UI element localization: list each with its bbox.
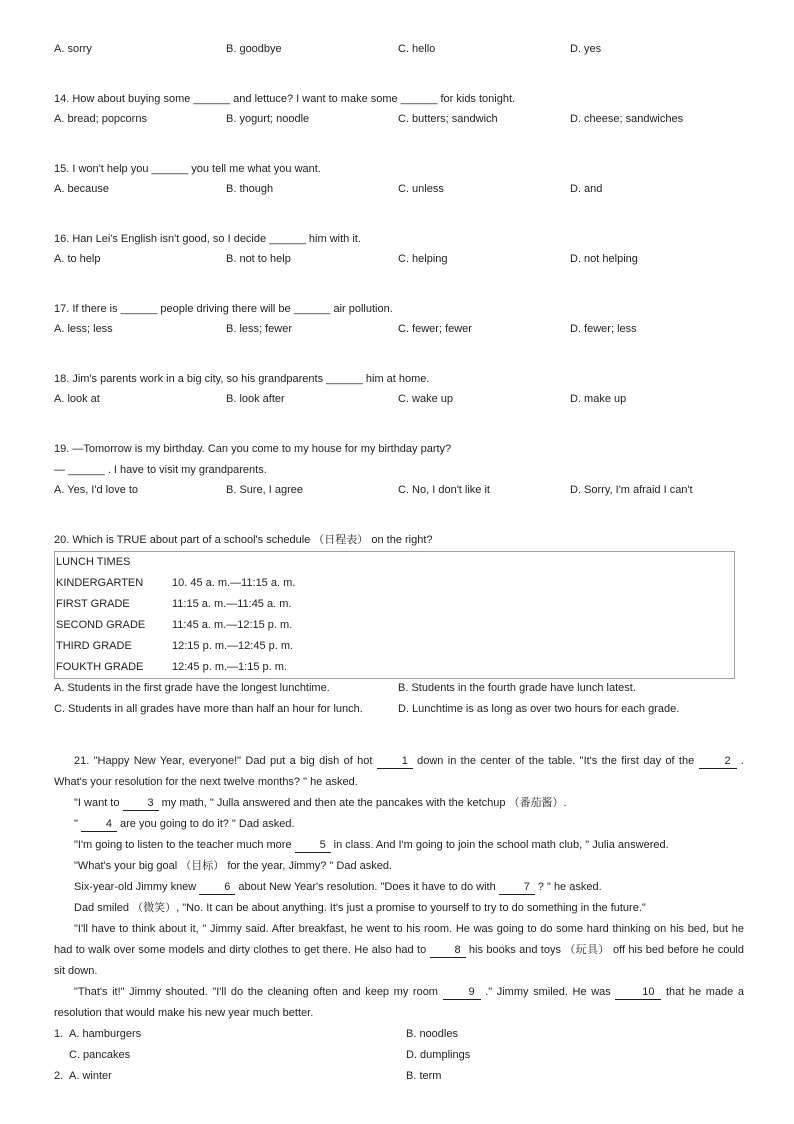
q13-option-c[interactable]: C. hello <box>398 43 436 55</box>
q18-options <box>54 390 744 411</box>
passage-text: "I'll have to think about it, " Jimmy said. After breakfast, he went to his room. He was going to do some hard thinking on his bed, but he had to walk over some models and dirty clothes to get there. He also had to <box>54 923 744 956</box>
passage-text: "That's it!" Jimmy shouted. "I'll do the cleaning often and keep my room <box>74 986 443 998</box>
q18-option-a[interactable]: A. look at <box>54 393 100 405</box>
passage-paragraph <box>54 835 744 856</box>
blank-2[interactable]: 2 <box>699 755 737 769</box>
worksheet-page <box>54 40 744 1087</box>
question-18 <box>54 369 744 411</box>
cloze-passage <box>54 751 744 1024</box>
q16-option-b[interactable]: B. not to help <box>226 253 291 265</box>
passage-text: in class. And I'm going to join the school math club, " Julia answered. <box>330 839 669 851</box>
q20-option-a[interactable]: A. Students in the first grade have the longest lunchtime. <box>54 682 330 694</box>
q14-option-a[interactable]: A. bread; popcorns <box>54 113 147 125</box>
q15-option-b[interactable]: B. though <box>226 183 274 195</box>
schedule-time: 11:45 a. m.—12:15 p. m. <box>172 619 293 631</box>
q19-stem-reply: — ______ . I have to visit my grandparents. <box>54 464 267 476</box>
q20-options-row-1 <box>54 679 744 700</box>
schedule-grade: LUNCH TIMES <box>56 556 131 568</box>
q19-stem: 19. —Tomorrow is my birthday. Can you come to my house for my birthday party? <box>54 443 452 455</box>
q17-option-d[interactable]: D. fewer; less <box>570 323 637 335</box>
answer-2-option-b[interactable]: B. term <box>406 1070 442 1082</box>
q20-option-c[interactable]: C. Students in all grades have more than half an hour for lunch. <box>54 703 363 715</box>
answer-number: 2. <box>54 1070 64 1082</box>
passage-paragraph <box>54 919 744 982</box>
answer-2-option-a[interactable]: A. winter <box>69 1070 112 1082</box>
blank-3[interactable]: 3 <box>123 797 159 811</box>
q18-stem: 18. Jim's parents work in a big city, so his grandparents ______ him at home. <box>54 373 430 385</box>
blank-6[interactable]: 6 <box>199 881 235 895</box>
q15-option-c[interactable]: C. unless <box>398 183 444 195</box>
q19-options <box>54 481 744 502</box>
q19-option-b[interactable]: B. Sure, I agree <box>226 484 304 496</box>
question-14 <box>54 89 744 131</box>
schedule-time: 12:45 p. m.—1:15 p. m. <box>172 661 287 673</box>
q18-option-d[interactable]: D. make up <box>570 393 627 405</box>
passage-text: my math, " Julla answered and then ate the pancakes with the ketchup （番茄酱）. <box>158 797 567 809</box>
q16-options <box>54 250 744 271</box>
question-20 <box>54 530 744 721</box>
schedule-grade: SECOND GRADE <box>56 619 146 631</box>
q20-options-row-2 <box>54 700 744 721</box>
passage-paragraph <box>54 814 744 835</box>
answer-2-row-1 <box>54 1066 744 1087</box>
q16-stem: 16. Han Lei's English isn't good, so I decide ______ him with it. <box>54 233 361 245</box>
schedule-grade: KINDERGARTEN <box>56 577 144 589</box>
q15-stem: 15. I won't help you ______ you tell me what you want. <box>54 163 321 175</box>
schedule-row <box>56 657 734 678</box>
q20-stem: 20. Which is TRUE about part of a school's schedule （日程表） on the right? <box>54 534 433 546</box>
passage-text: "I'm going to listen to the teacher much more <box>74 839 295 851</box>
answer-1-row-1 <box>54 1024 744 1045</box>
q13-options <box>54 40 744 61</box>
answer-1-option-d[interactable]: D. dumplings <box>406 1049 471 1061</box>
passage-text: about New Year's resolution. "Does it have to do with <box>235 881 499 893</box>
passage-text: ." Jimmy smiled. He was <box>480 986 616 998</box>
passage-paragraph <box>54 751 744 793</box>
passage-paragraph <box>54 982 744 1024</box>
passage-paragraph: "What's your big goal （目标） for the year, Jimmy? " Dad asked. <box>74 860 393 872</box>
passage-text: his books and toys （玩具） off his bed before he could sit down. <box>54 944 744 977</box>
q17-options <box>54 320 744 341</box>
answer-number: 1. <box>54 1028 64 1040</box>
question-19 <box>54 439 744 502</box>
q16-option-a[interactable]: A. to help <box>54 253 101 265</box>
passage-text: 21. "Happy New Year, everyone!" Dad put a big dish of hot <box>74 755 377 767</box>
passage-paragraph <box>54 793 744 814</box>
q20-option-d[interactable]: D. Lunchtime is as long as over two hours for each grade. <box>398 703 680 715</box>
blank-10[interactable]: 10 <box>615 986 661 1000</box>
question-16 <box>54 229 744 271</box>
blank-7[interactable]: 7 <box>499 881 535 895</box>
q13-option-a[interactable]: A. sorry <box>54 43 92 55</box>
q17-stem: 17. If there is ______ people driving there will be ______ air pollution. <box>54 303 393 315</box>
passage-text: ? " he asked. <box>534 881 602 893</box>
q13-option-b[interactable]: B. goodbye <box>226 43 282 55</box>
passage-text: "I want to <box>74 797 123 809</box>
blank-5[interactable]: 5 <box>295 839 331 853</box>
q15-option-a[interactable]: A. because <box>54 183 110 195</box>
q16-option-c[interactable]: C. helping <box>398 253 448 265</box>
q19-option-c[interactable]: C. No, I don't like it <box>398 484 490 496</box>
blank-1[interactable]: 1 <box>377 755 413 769</box>
schedule-table <box>54 551 735 679</box>
passage-paragraph: Dad smiled （微笑）, "No. It can be about anything. It's just a promise to yourself to try to do something in the future." <box>74 902 646 914</box>
answer-1-option-b[interactable]: B. noodles <box>406 1028 458 1040</box>
q14-option-d[interactable]: D. cheese; sandwiches <box>570 113 684 125</box>
passage-text: . What's your resolution for the next twelve months? " he asked. <box>54 755 744 788</box>
passage-paragraph <box>54 877 744 898</box>
q18-option-b[interactable]: B. look after <box>226 393 285 405</box>
blank-8[interactable]: 8 <box>430 944 466 958</box>
answer-1-option-c[interactable]: C. pancakes <box>69 1049 131 1061</box>
q15-options <box>54 180 744 201</box>
schedule-grade: FIRST GRADE <box>56 598 130 610</box>
q14-option-c[interactable]: C. butters; sandwich <box>398 113 498 125</box>
q18-option-c[interactable]: C. wake up <box>398 393 454 405</box>
q13-option-d[interactable]: D. yes <box>570 43 602 55</box>
schedule-time: 11:15 a. m.—11:45 a. m. <box>172 598 292 610</box>
schedule-row <box>56 636 734 657</box>
q16-option-d[interactable]: D. not helping <box>570 253 638 265</box>
question-15 <box>54 159 744 201</box>
schedule-row <box>56 552 734 573</box>
q15-option-d[interactable]: D. and <box>570 183 603 195</box>
q17-option-c[interactable]: C. fewer; fewer <box>398 323 472 335</box>
q19-option-a[interactable]: A. Yes, I'd love to <box>54 484 139 496</box>
schedule-row <box>56 573 734 594</box>
q17-option-b[interactable]: B. less; fewer <box>226 323 293 335</box>
passage-text: Six-year-old Jimmy knew <box>74 881 200 893</box>
q14-options <box>54 110 744 131</box>
question-17 <box>54 299 744 341</box>
passage-text: are you going to do it? " Dad asked. <box>116 818 295 830</box>
schedule-row <box>56 615 734 636</box>
passage-text: " <box>74 818 81 830</box>
passage-text: that he made a resolution that would make his new year much better. <box>54 986 744 1019</box>
answer-1-option-a[interactable]: A. hamburgers <box>69 1028 142 1040</box>
blank-9[interactable]: 9 <box>443 986 481 1000</box>
schedule-grade: FOUKTH GRADE <box>56 661 144 673</box>
schedule-grade: THIRD GRADE <box>56 640 132 652</box>
schedule-time: 10. 45 a. m.—11:15 a. m. <box>172 577 296 589</box>
passage-text: down in the center of the table. "It's the first day of the <box>412 755 699 767</box>
answer-1-row-2 <box>54 1045 744 1066</box>
q20-option-b[interactable]: B. Students in the fourth grade have lunch latest. <box>398 682 636 694</box>
q14-stem: 14. How about buying some ______ and lettuce? I want to make some ______ for kids tonight. <box>54 93 516 105</box>
q19-option-d[interactable]: D. Sorry, I'm afraid I can't <box>570 484 693 496</box>
q14-option-b[interactable]: B. yogurt; noodle <box>226 113 310 125</box>
schedule-time: 12:15 p. m.—12:45 p. m. <box>172 640 294 652</box>
blank-4[interactable]: 4 <box>81 818 117 832</box>
q17-option-a[interactable]: A. less; less <box>54 323 113 335</box>
schedule-row <box>56 594 734 615</box>
